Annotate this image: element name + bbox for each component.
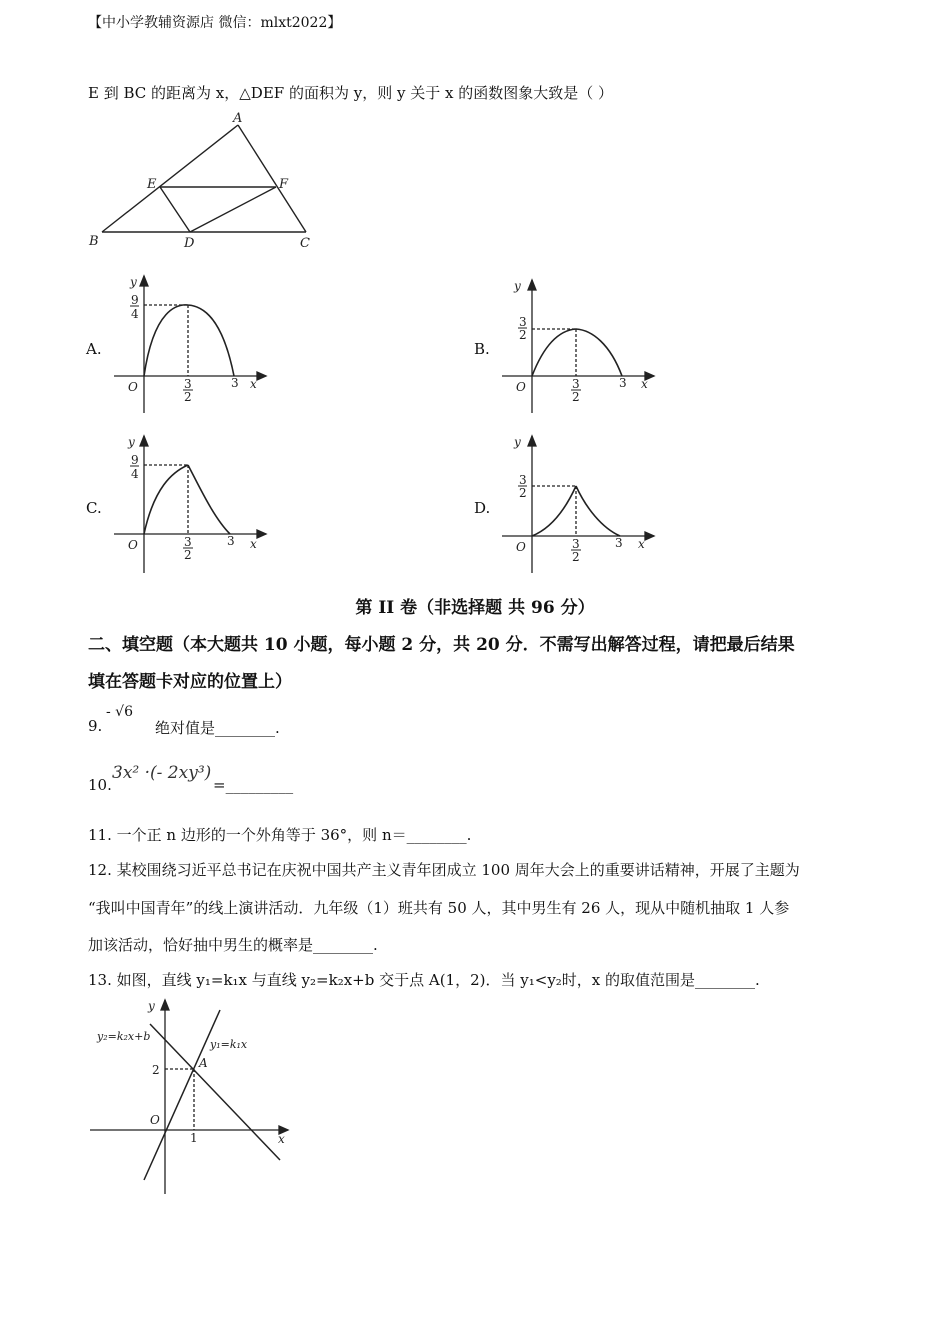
q10-number: 10. [88, 776, 112, 794]
label-c: C [300, 236, 310, 251]
curve [532, 329, 622, 376]
x-tick-denominator: 2 [572, 390, 580, 404]
triangle-figure [80, 108, 330, 253]
peak-denominator: 4 [131, 467, 139, 481]
peak-denominator: 2 [519, 328, 527, 342]
origin-label: O [516, 540, 526, 554]
x-axis-arrow [645, 532, 654, 540]
y-axis-arrow [528, 280, 536, 290]
curve [144, 305, 234, 376]
option-c-graph[interactable] [106, 428, 276, 576]
x-end-tick: 3 [227, 534, 235, 548]
label-d: D [184, 236, 195, 251]
q10-text: =_________ [213, 776, 294, 794]
option-d-graph[interactable] [494, 428, 664, 576]
axis-y-label: y [514, 435, 521, 449]
axis-y-label: y [128, 435, 135, 449]
line-y1 [144, 1010, 220, 1180]
question-8-stem: E 到 BC 的距离为 x，△DEF 的面积为 y，则 y 关于 x 的函数图象大致是（ ） [88, 84, 613, 102]
x-axis-arrow [257, 530, 266, 538]
q9-number: 9. [88, 717, 103, 735]
label-f: F [279, 177, 289, 192]
label-b: B [89, 234, 99, 249]
q9-text: 绝对值是________. [155, 719, 280, 737]
origin-label: O [128, 538, 138, 552]
segment-df [190, 187, 276, 232]
origin-label: O [128, 380, 138, 394]
x-tick-denominator: 2 [572, 550, 580, 564]
origin-label: O [516, 380, 526, 394]
option-b-graph[interactable] [494, 268, 664, 416]
side-ab [102, 125, 238, 232]
x-end-tick: 3 [231, 376, 239, 390]
label-a: A [233, 111, 243, 126]
y-axis-arrow [140, 436, 148, 446]
q10-expression: 3x² ·(- 2xy³) [112, 763, 212, 783]
peak-denominator: 4 [131, 307, 139, 321]
option-a-label[interactable]: A. [86, 340, 102, 358]
x-tick-denominator: 2 [184, 390, 192, 404]
curve-rising [532, 486, 576, 536]
y-axis-arrow [140, 276, 148, 286]
option-b-label[interactable]: B. [474, 340, 490, 358]
x-tick-numerator: 3 [572, 537, 580, 551]
curve-falling [576, 486, 620, 536]
q13-text: 13. 如图，直线 y₁=k₁x 与直线 y₂=k₂x+b 交于点 A(1，2)．当 y₁<y₂时，x 的取值范围是________. [88, 971, 760, 989]
point-a-label: A [199, 1056, 208, 1070]
x-tick-denominator: 2 [184, 548, 192, 562]
axis-x-label: x [641, 377, 648, 391]
y-axis-arrow [528, 436, 536, 446]
option-d-label[interactable]: D. [474, 499, 491, 517]
axis-y-label: y [148, 999, 155, 1013]
option-c-label[interactable]: C. [86, 499, 102, 517]
line-y1-label: y₁=k₁x [210, 1038, 248, 1051]
q12-line-3: 加该活动，恰好抽中男生的概率是________. [88, 936, 378, 954]
x-tick-numerator: 3 [572, 377, 580, 391]
axis-x-label: x [638, 537, 645, 551]
q11-text: 11. 一个正 n 边形的一个外角等于 36°，则 n＝________. [88, 826, 472, 844]
q9-expression: - √6 [106, 704, 134, 720]
origin-label: O [150, 1113, 160, 1127]
x-end-tick: 3 [615, 536, 623, 550]
peak-numerator: 3 [519, 315, 527, 329]
header-watermark: 【中小学教辅资源店 微信：mlxt2022】 [88, 15, 342, 31]
segment-ed [160, 187, 190, 232]
q12-line-2: “我叫中国青年”的线上演讲活动．九年级（1）班共有 50 人，其中男生有 26 人，现从中随机抽取 1 人参 [88, 899, 790, 917]
peak-numerator: 9 [131, 293, 139, 307]
peak-numerator: 9 [131, 453, 139, 467]
axis-y-label: y [514, 279, 521, 293]
peak-denominator: 2 [519, 486, 527, 500]
section-heading-line-1: 二、填空题（本大题共 10 小题，每小题 2 分，共 20 分．不需写出解答过程，请把最后结果 [88, 635, 795, 655]
curve-rising [144, 465, 188, 534]
axis-x-label: x [250, 377, 257, 391]
axis-x-label: x [250, 537, 257, 551]
x-tick-numerator: 3 [184, 535, 192, 549]
peak-numerator: 3 [519, 473, 527, 487]
y-tick-label: 2 [152, 1063, 160, 1077]
q13-graph [88, 994, 298, 1199]
x-tick-label: 1 [190, 1131, 198, 1145]
label-e: E [147, 177, 157, 192]
q12-line-1: 12. 某校围绕习近平总书记在庆祝中国共产主义青年团成立 100 周年大会上的重要讲话精神，开展了主题为 [88, 861, 800, 879]
side-ac [238, 125, 306, 232]
y-axis-arrow [161, 1000, 169, 1010]
x-end-tick: 3 [619, 376, 627, 390]
option-a-graph[interactable] [106, 268, 276, 416]
axis-x-label: x [278, 1132, 285, 1146]
section-heading-line-2: 填在答题卡对应的位置上） [88, 672, 292, 692]
x-axis-arrow [257, 372, 266, 380]
axis-y-label: y [130, 275, 137, 289]
curve-falling [188, 465, 230, 534]
x-tick-numerator: 3 [184, 377, 192, 391]
line-y2-label: y₂=k₂x+b [97, 1030, 151, 1043]
part-2-title: 第 II 卷（非选择题 共 96 分） [355, 598, 595, 618]
